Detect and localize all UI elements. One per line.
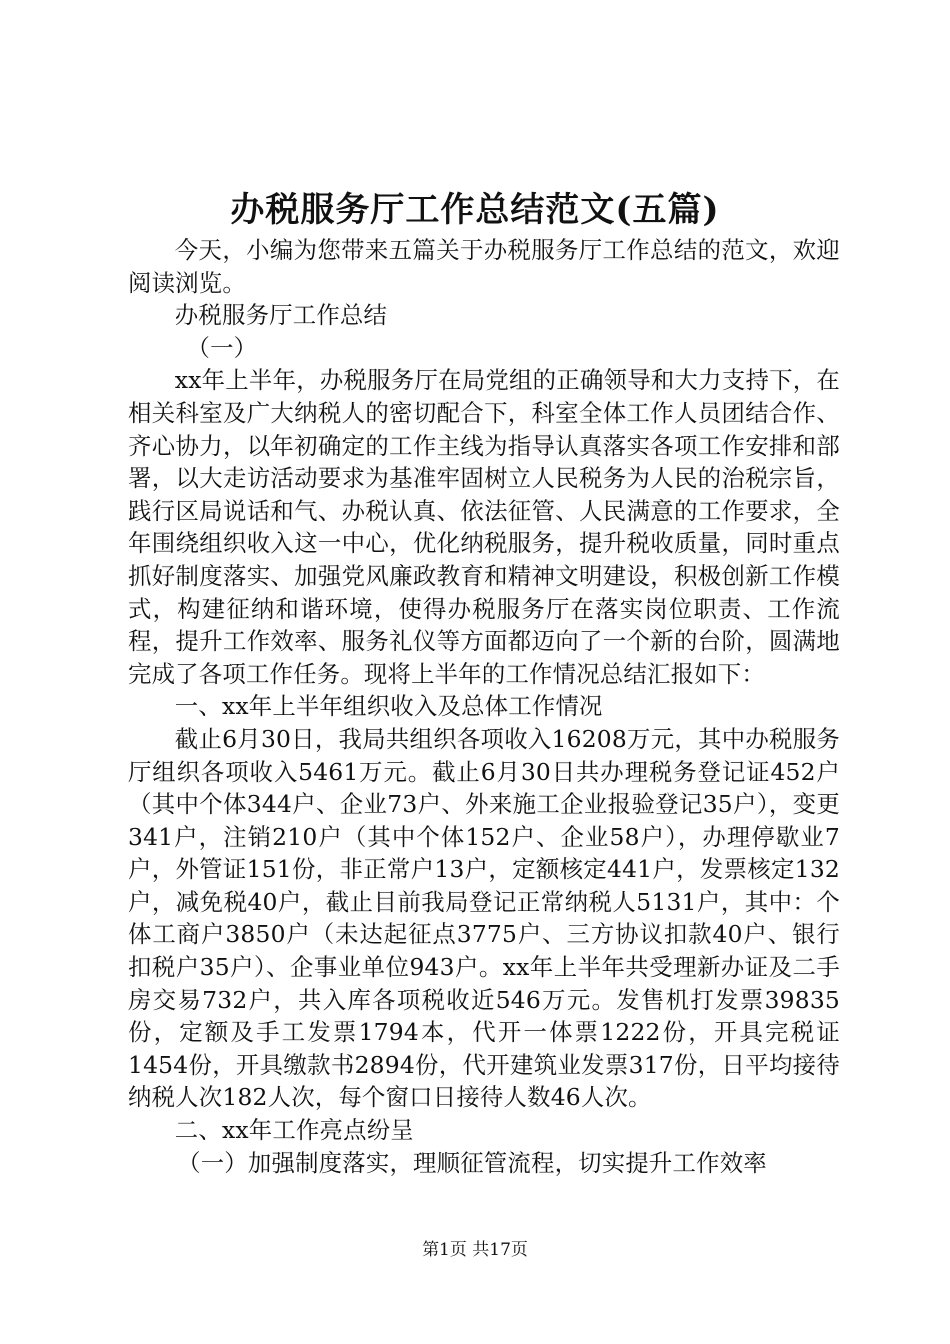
summary-paragraph: xx年上半年，办税服务厅在局党组的正确领导和大力支持下，在相关科室及广大纳税人的密切配合下，科室全体工作人员团结合作、齐心协力，以年初确定的工作主线为指导认真落实各项工作安排和部署，以大走访活动要求为基准牢固树立人民税务为人民的治税宗旨，践行区局说话和气、办税认真、依法征管、人民满意的工作要求，全年围绕组织收入这一中心，优化纳税服务，提升税收质量，同时重点抓好制度落实、加强党风廉政教育和精神文明建设，积极创新工作模式，构建征纳和谐环境，使得办税服务厅在落实岗位职责、工作流程，提升工作效率、服务礼仪等方面都迈向了一个新的台阶，圆满地完成了各项工作任务。现将上半年的工作情况总结汇报如下： xyxy=(128,366,840,688)
heading-one: 一、xx年上半年组织收入及总体工作情况 xyxy=(174,692,603,721)
page-number: 第1页 共17页 xyxy=(422,1240,528,1260)
document-body xyxy=(128,234,840,1179)
subsection-number: （一） xyxy=(186,333,258,362)
statistics-paragraph: 截止6月30日，我局共组织各项收入16208万元，其中办税服务厅组织各项收入5461万元。截止6月30日共办理税务登记证452户（其中个体344户、企业73户、外来施工企业报验登记35户），变更341户，注销210户（其中个体152户、企业58户），办理停歇业7户，外管证151份，非正常户13户，定额核定441户，发票核定132户，减免税40户，截止目前我局登记正常纳税人5131户，其中：个体工商户3850户（未达起征点3775户、三方协议扣款40户、银行扣税户35户）、企事业单位943户。xx年上半年共受理新办证及二手房交易732户，共入库各项税收近546万元。发售机打发票39835份，定额及手工发票1794本，代开一体票1222份，开具完税证1454份，开具缴款书2894份，代开建筑业发票317份，日平均接待纳税人次182人次，每个窗口日接待人数46人次。 xyxy=(128,724,840,1112)
document-title: 办税服务厅工作总结范文(五篇) xyxy=(230,190,720,230)
heading-two: 二、xx年工作亮点纷呈 xyxy=(174,1116,414,1145)
section-heading: 办税服务厅工作总结 xyxy=(174,301,388,330)
subheading-one: （一）加强制度落实，理顺征管流程，切实提升工作效率 xyxy=(177,1148,767,1177)
intro-paragraph: 今天，小编为您带来五篇关于办税服务厅工作总结的范文，欢迎阅读浏览。 xyxy=(128,236,840,297)
